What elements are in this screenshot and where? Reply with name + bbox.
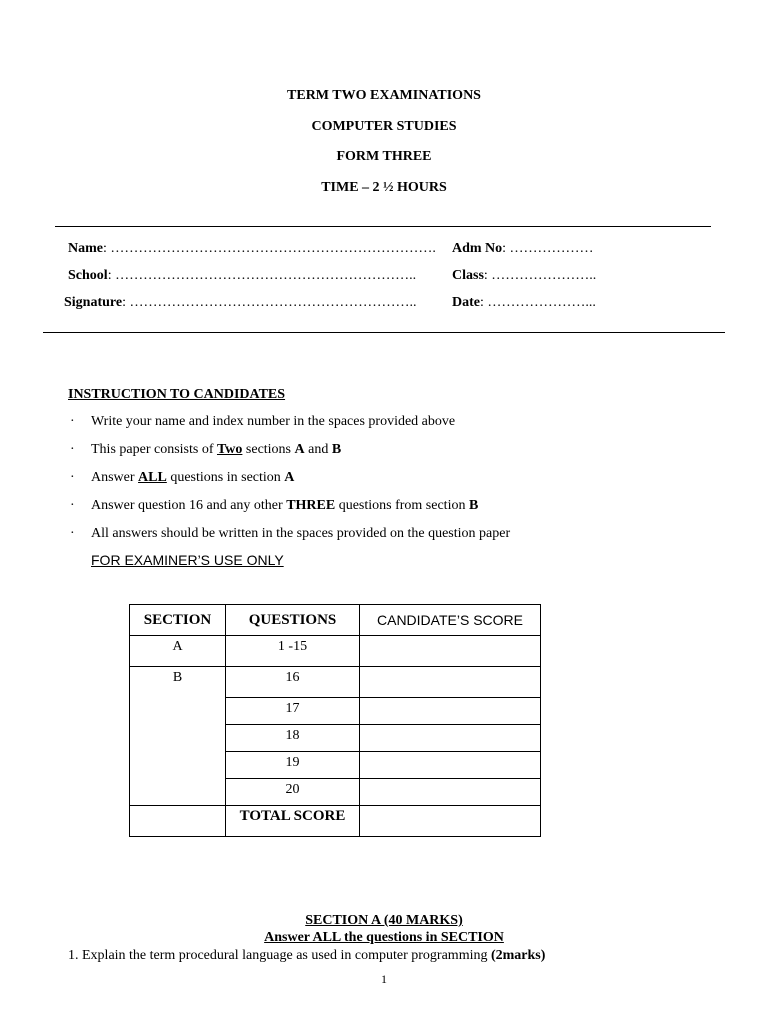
question-1: [68, 948, 545, 964]
subject-title: COMPUTER STUDIES: [311, 119, 457, 134]
table-row: [130, 636, 541, 667]
question-1-marks: (2marks): [490, 948, 546, 963]
school-field: [68, 268, 416, 284]
section-a-title: SECTION A (40 MARKS): [305, 913, 463, 928]
instruction-text: Answer: [91, 470, 139, 485]
instruction-item: [91, 470, 294, 486]
adm-dots: : ………………: [502, 241, 594, 256]
instruction-emphasis: A: [294, 442, 305, 457]
name-dots: : …………………………………………………………….: [103, 241, 436, 256]
table-header-row: [130, 605, 541, 636]
top-divider: [55, 226, 711, 227]
table-cell-section: A: [130, 636, 226, 667]
date-label: Date: [452, 295, 480, 310]
exam-title: TERM TWO EXAMINATIONS: [287, 88, 481, 103]
name-field: [68, 241, 436, 257]
instruction-item: [91, 498, 478, 514]
instruction-item: Write your name and index number in the spaces provided above: [91, 414, 456, 429]
class-dots: : …………………..: [483, 268, 597, 283]
table-cell-score: [360, 779, 541, 806]
class-label: Class: [452, 268, 484, 283]
time-title: TIME – 2 ½ HOURS: [321, 180, 447, 195]
instruction-text: questions from section: [335, 498, 469, 513]
table-total-row: [130, 806, 541, 837]
table-row: [130, 667, 541, 698]
table-cell-score: [360, 698, 541, 725]
instruction-emphasis: THREE: [286, 498, 336, 513]
table-header-score: CANDIDATE’S SCORE: [360, 605, 541, 636]
score-table: [129, 604, 541, 837]
school-dots: : ………………………………………………………..: [107, 268, 417, 283]
section-a-subtitle: Answer ALL the questions in SECTION: [264, 930, 504, 945]
table-cell-questions: 18: [226, 725, 360, 752]
bullet-icon: ·: [70, 470, 75, 485]
bullet-icon: ·: [70, 526, 75, 541]
form-title: FORM THREE: [336, 149, 432, 164]
instruction-text: and: [304, 442, 332, 457]
instruction-emphasis: Two: [216, 442, 243, 457]
table-cell-score: [360, 752, 541, 779]
date-dots: : …………………...: [480, 295, 596, 310]
instruction-emphasis: B: [468, 498, 479, 513]
adm-field: [452, 241, 594, 257]
name-label: Name: [68, 241, 103, 256]
class-field: [452, 268, 596, 284]
table-header-questions: QUESTIONS: [226, 605, 360, 636]
bottom-divider: [43, 332, 725, 333]
examiner-label: FOR EXAMINER’S USE ONLY: [91, 552, 284, 568]
table-header-section: SECTION: [130, 605, 226, 636]
adm-label: Adm No: [452, 241, 503, 256]
table-cell-score: [360, 667, 541, 698]
table-cell-section: B: [130, 667, 226, 806]
instruction-item: [91, 442, 341, 458]
bullet-icon: ·: [70, 414, 75, 429]
signature-label: Signature: [64, 295, 123, 310]
signature-field: [64, 295, 416, 311]
instruction-text: questions in section: [166, 470, 285, 485]
instruction-emphasis: A: [284, 470, 295, 485]
table-cell-score: [360, 806, 541, 837]
date-field: [452, 295, 596, 311]
signature-dots: : ……………………………………………………..: [122, 295, 417, 310]
table-cell-questions: 1 -15: [226, 636, 360, 667]
table-cell-section: [130, 806, 226, 837]
instruction-emphasis: B: [331, 442, 342, 457]
school-label: School: [68, 268, 108, 283]
table-cell-questions: 19: [226, 752, 360, 779]
instruction-text: sections: [242, 442, 295, 457]
table-cell-score: [360, 636, 541, 667]
table-cell-questions: 16: [226, 667, 360, 698]
instruction-item: All answers should be written in the spaces provided on the question paper: [91, 526, 511, 541]
bullet-icon: ·: [70, 498, 75, 513]
table-cell-score: [360, 725, 541, 752]
table-cell-questions: 20: [226, 779, 360, 806]
instruction-emphasis: ALL: [138, 470, 167, 485]
instruction-text: This paper consists of: [91, 442, 217, 457]
table-cell-questions: 17: [226, 698, 360, 725]
page-number: 1: [381, 972, 387, 986]
table-total-label: TOTAL SCORE: [226, 806, 360, 837]
instruction-text: Answer question 16 and any other: [91, 498, 287, 513]
bullet-icon: ·: [70, 442, 75, 457]
instructions-title: INSTRUCTION TO CANDIDATES: [68, 387, 286, 402]
question-1-text: 1. Explain the term procedural language as used in computer programming: [68, 948, 491, 963]
